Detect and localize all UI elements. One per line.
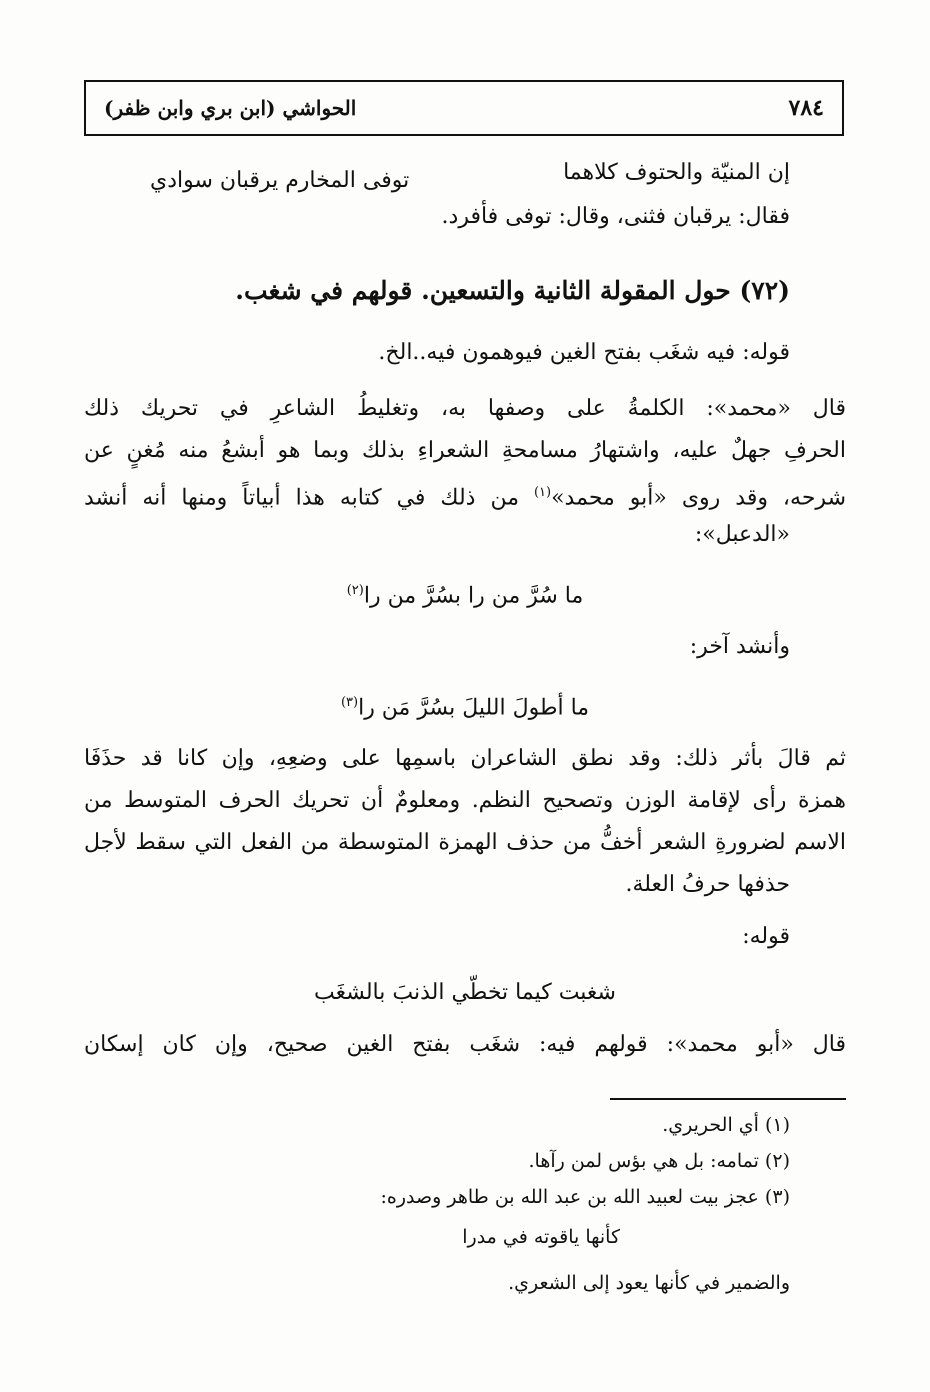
verse-text: ما أطولَ الليلَ بسُرَّ مَن را	[358, 695, 590, 721]
footnote-ref: (٣)	[340, 695, 359, 710]
body-line: قال «محمد»: الكلمةُ على وصفها به، وتغليطُ الشاعرِ في تحريك ذلك	[84, 396, 846, 421]
body-line: وأنشد آخر:	[689, 634, 790, 659]
verse-top-second-hemistich: توفى المخارم يرقبان سوادي	[150, 168, 410, 193]
running-title: الحواشي (ابن بري وابن ظفر)	[104, 96, 357, 120]
body-line: الاسم لضرورةِ الشعر أخفُّ من حذف الهمزة المتوسطة من الفعل التي سقط لأجل	[84, 830, 846, 855]
footnote-separator	[610, 1098, 846, 1100]
quote-line: قوله:	[742, 924, 790, 949]
section-heading: (٧٢) حول المقولة الثانية والتسعين. قولهم في شغب.	[235, 276, 790, 305]
body-line	[84, 478, 846, 513]
page-header	[84, 80, 844, 136]
verse-line: شغبت كيما تخطّي الذنبَ بالشغَب	[314, 980, 616, 1005]
body-line: حذفها حرفُ العلة.	[625, 872, 790, 897]
footnote: (٢) تمامه: بل هي بؤس لمن رآها.	[528, 1150, 790, 1172]
body-line: «الدعبل»:	[694, 522, 790, 547]
verse-line	[0, 688, 930, 723]
body-line: قال «أبو محمد»: قولهم فيه: شغَب بفتح الغين صحيح، وإن كان إسكان	[84, 1032, 846, 1057]
page-number: ٧٨٤	[788, 95, 824, 121]
body-text: من ذلك في كتابه هذا أبياتاً ومنها أنه أنشد	[84, 485, 534, 511]
quote-line: قوله: فيه شغَب بفتح الغين فيوهمون فيه..الخ.	[378, 340, 790, 365]
verse-top-first-hemistich: إن المنيّة والحتوف كلاهما	[563, 160, 790, 185]
footnote-ref: (٢)	[346, 583, 364, 598]
verse-text: ما سُرَّ من را بسُرَّ من را	[363, 583, 584, 609]
footnote: (١) أي الحريري.	[662, 1114, 790, 1136]
body-text: شرحه، وقد روى «أبو محمد»	[551, 485, 846, 511]
body-line: فقال: يرقبان فثنى، وقال: توفى فأفرد.	[441, 204, 790, 229]
body-line: ثم قالَ بأثر ذلك: وقد نطق الشاعران باسمِها على وضعِهِ، وإن كانا قد حذَفَا	[84, 746, 847, 771]
body-line: الحرفِ جهلٌ عليه، واشتهارُ مسامحةِ الشعراءِ بذلك وبما هو أبشعُ منه مُغنٍ عن	[84, 438, 846, 463]
verse-line	[0, 576, 930, 611]
footnote: والضمير في كأنها يعود إلى الشعري.	[508, 1272, 790, 1294]
footnote-verse: كأنها ياقوته في مدرا	[462, 1226, 620, 1248]
footnote-ref: (١)	[533, 485, 552, 500]
footnote: (٣) عجز بيت لعبيد الله بن عبد الله بن طاهر وصدره:	[380, 1186, 790, 1208]
body-line: همزة رأى لإقامة الوزن وتصحيح النظم. ومعلومٌ أن تحريك الحرف المتوسط من	[84, 788, 846, 813]
